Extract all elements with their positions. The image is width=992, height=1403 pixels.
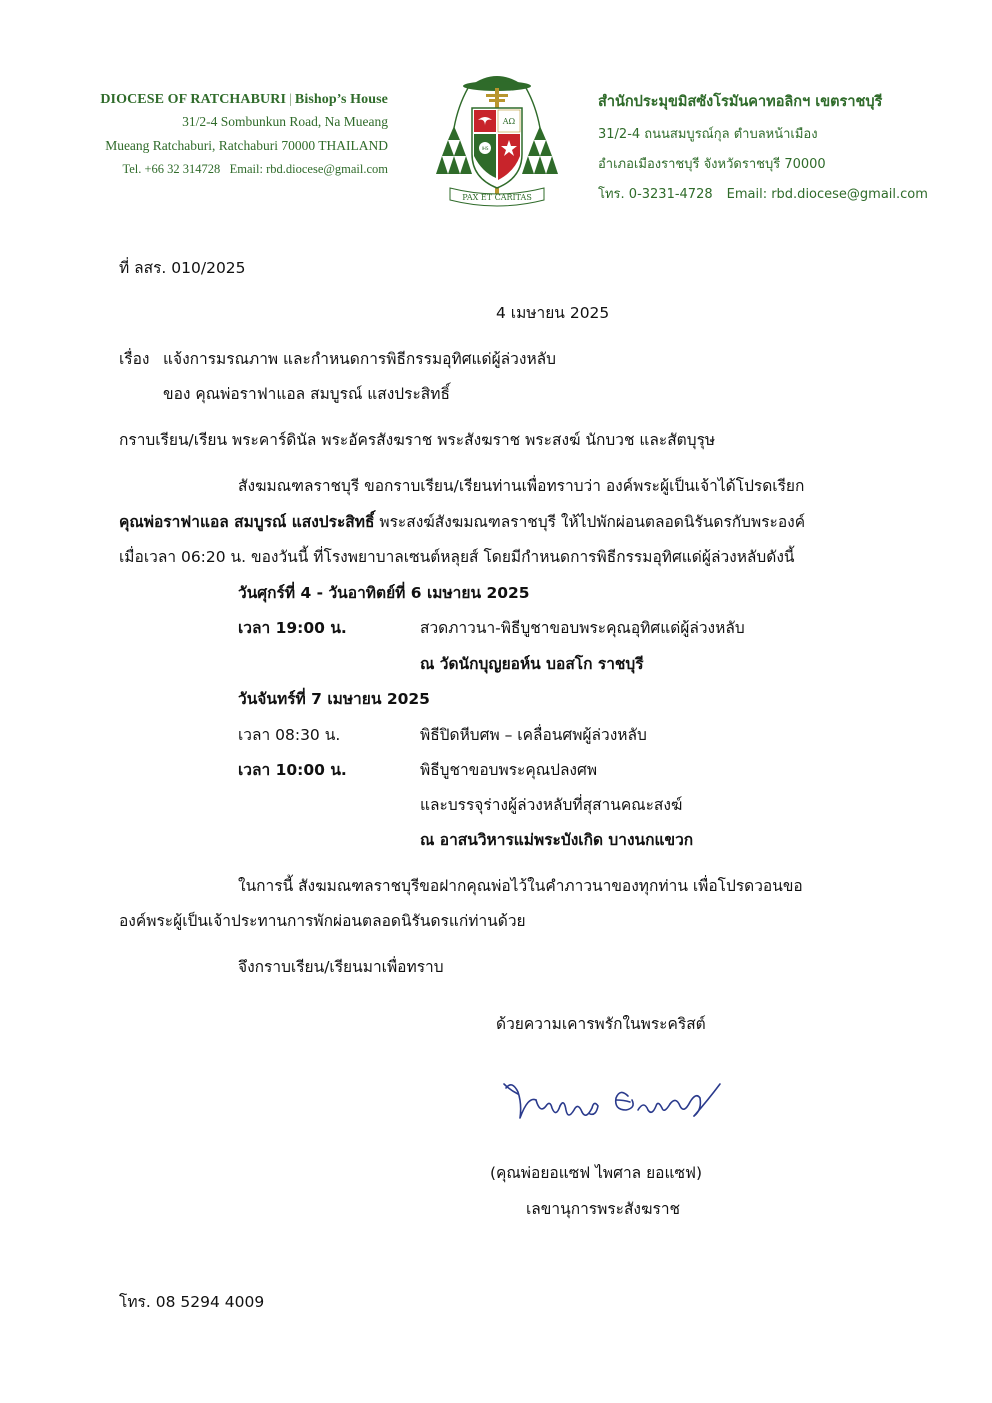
schedule-day1-event: สวดภาวนา-พิธีบูชาขอบพระคุณอุทิศแด่ผู้ล่วงหลับ [420,619,745,637]
footer-phone: โทร. 08 5294 4009 [119,1293,265,1311]
header-org-name-th: สำนักประมุขมิสซังโรมันคาทอลิกฯ เขตราชบุรี [598,94,883,110]
salutation: กราบเรียน/เรียน พระคาร์ดินัล พระอัครสังฆราช พระสังฆราช พระสงฆ์ นักบวช และสัตบุรุษ [119,431,716,449]
schedule-day2-time2: เวลา 10:00 น. [238,761,347,779]
header-address-line1-th: 31/2-4 ถนนสมบูรณ์กุล ตำบลหน้าเมือง [598,127,818,142]
schedule-day2-event2-line1: พิธีบูชาขอบพระคุณปลงศพ [420,761,598,779]
schedule-day1-heading: วันศุกร์ที่ 4 - วันอาทิตย์ที่ 6 เมษายน 2025 [238,584,530,602]
closing-phrase: ด้วยความเคารพรักในพระคริสต์ [496,1015,706,1033]
header-org-name-en [100,92,388,108]
reference-number: ที่ ลสร. 010/2025 [119,259,246,277]
subject-line2: ของ คุณพ่อราฟาแอล สมบูรณ์ แสงประสิทธิ์ [163,385,450,403]
signer-name: (คุณพ่อยอแซฟ ไพศาล ยอแซฟ) [490,1164,703,1182]
schedule-day1-time: เวลา 19:00 น. [238,619,347,637]
schedule-day2-event2-line2: และบรรจุร่างผู้ล่วงหลับที่สุสานคณะสงฆ์ [420,796,683,814]
crest-motto: PAX ET CARITAS [462,193,532,202]
closing-request: จึงกราบเรียน/เรียนมาเพื่อทราบ [238,958,444,976]
signer-title: เลขานุการพระสังฆราช [526,1200,681,1218]
letter-date: 4 เมษายน 2025 [496,304,610,322]
header-address-line1-en: 31/2-4 Sombunkun Road, Na Mueang [182,114,388,129]
header-english-block [100,92,388,177]
header-email-th: Email: rbd.diocese@gmail.com [726,187,928,202]
paragraph1-line3: เมื่อเวลา 06:20 น. ของวันนี้ ที่โรงพยาบาลเซนต์หลุยส์ โดยมีกำหนดการพิธีกรรมอุทิศแด่ผู้ล่วงหลับดังนี้ [119,548,795,566]
header-phone-th: โทร. 0-3231-4728 [598,187,713,202]
crest-ihs: IHS [481,146,489,151]
header-address-line2-en: Mueang Ratchaburi, Ratchaburi 70000 THAILAND [105,138,388,153]
paragraph2-line1: ในการนี้ สังฆมณฑลราชบุรีขอฝากคุณพ่อไว้ในคำภาวนาของทุกท่าน เพื่อโปรดวอนขอ [238,877,803,895]
header-contact-en: Tel. +66 32 314728 Email: rbd.diocese@gmail.com [122,162,388,176]
schedule-day2-heading: วันจันทร์ที่ 7 เมษายน 2025 [238,690,430,708]
paragraph2-line2: องค์พระผู้เป็นเจ้าประทานการพักผ่อนตลอดนิรันดรแก่ท่านด้วย [119,912,526,930]
schedule-day2-venue: ณ อาสนวิหารแม่พระบังเกิด บางนกแขวก [420,831,694,849]
subject-line1: แจ้งการมรณภาพ และกำหนดการพิธีกรรมอุทิศแด่ผู้ล่วงหลับ [163,350,556,368]
subject-label: เรื่อง [119,350,150,368]
schedule-day2-time1: เวลา 08:30 น. [238,726,341,744]
paragraph1-line2 [119,511,805,533]
crest-alpha-omega: AΩ [502,117,516,126]
schedule-day2-event1: พิธีปิดหีบศพ – เคลื่อนศพผู้ล่วงหลับ [420,726,647,744]
header-address-line2-th: อำเภอเมืองราชบุรี จังหวัดราชบุรี 70000 [598,157,826,172]
schedule-day1-venue: ณ วัดนักบุญยอห์น บอสโก ราชบุรี [420,655,644,673]
header-separator: | [289,92,292,107]
signature-icon [498,1070,728,1140]
org-name-en: DIOCESE OF RATCHABURI [100,92,287,107]
bishops-house-label: Bishop’s House [294,92,388,107]
deceased-name: คุณพ่อราฟาแอล สมบูรณ์ แสงประสิทธิ์ [119,513,375,531]
paragraph1-line1: สังฆมณฑลราชบุรี ขอกราบเรียน/เรียนท่านเพื่อทราบว่า องค์พระผู้เป็นเจ้าได้โปรดเรียก [238,477,805,495]
header-thai-block [598,90,928,204]
header-contact-th [598,183,928,204]
coat-of-arms-icon [434,66,560,218]
paragraph1-line2-rest: พระสงฆ์สังฆมณฑลราชบุรี ให้ไปพักผ่อนตลอดนิรันดรกับพระองค์ [374,513,806,531]
